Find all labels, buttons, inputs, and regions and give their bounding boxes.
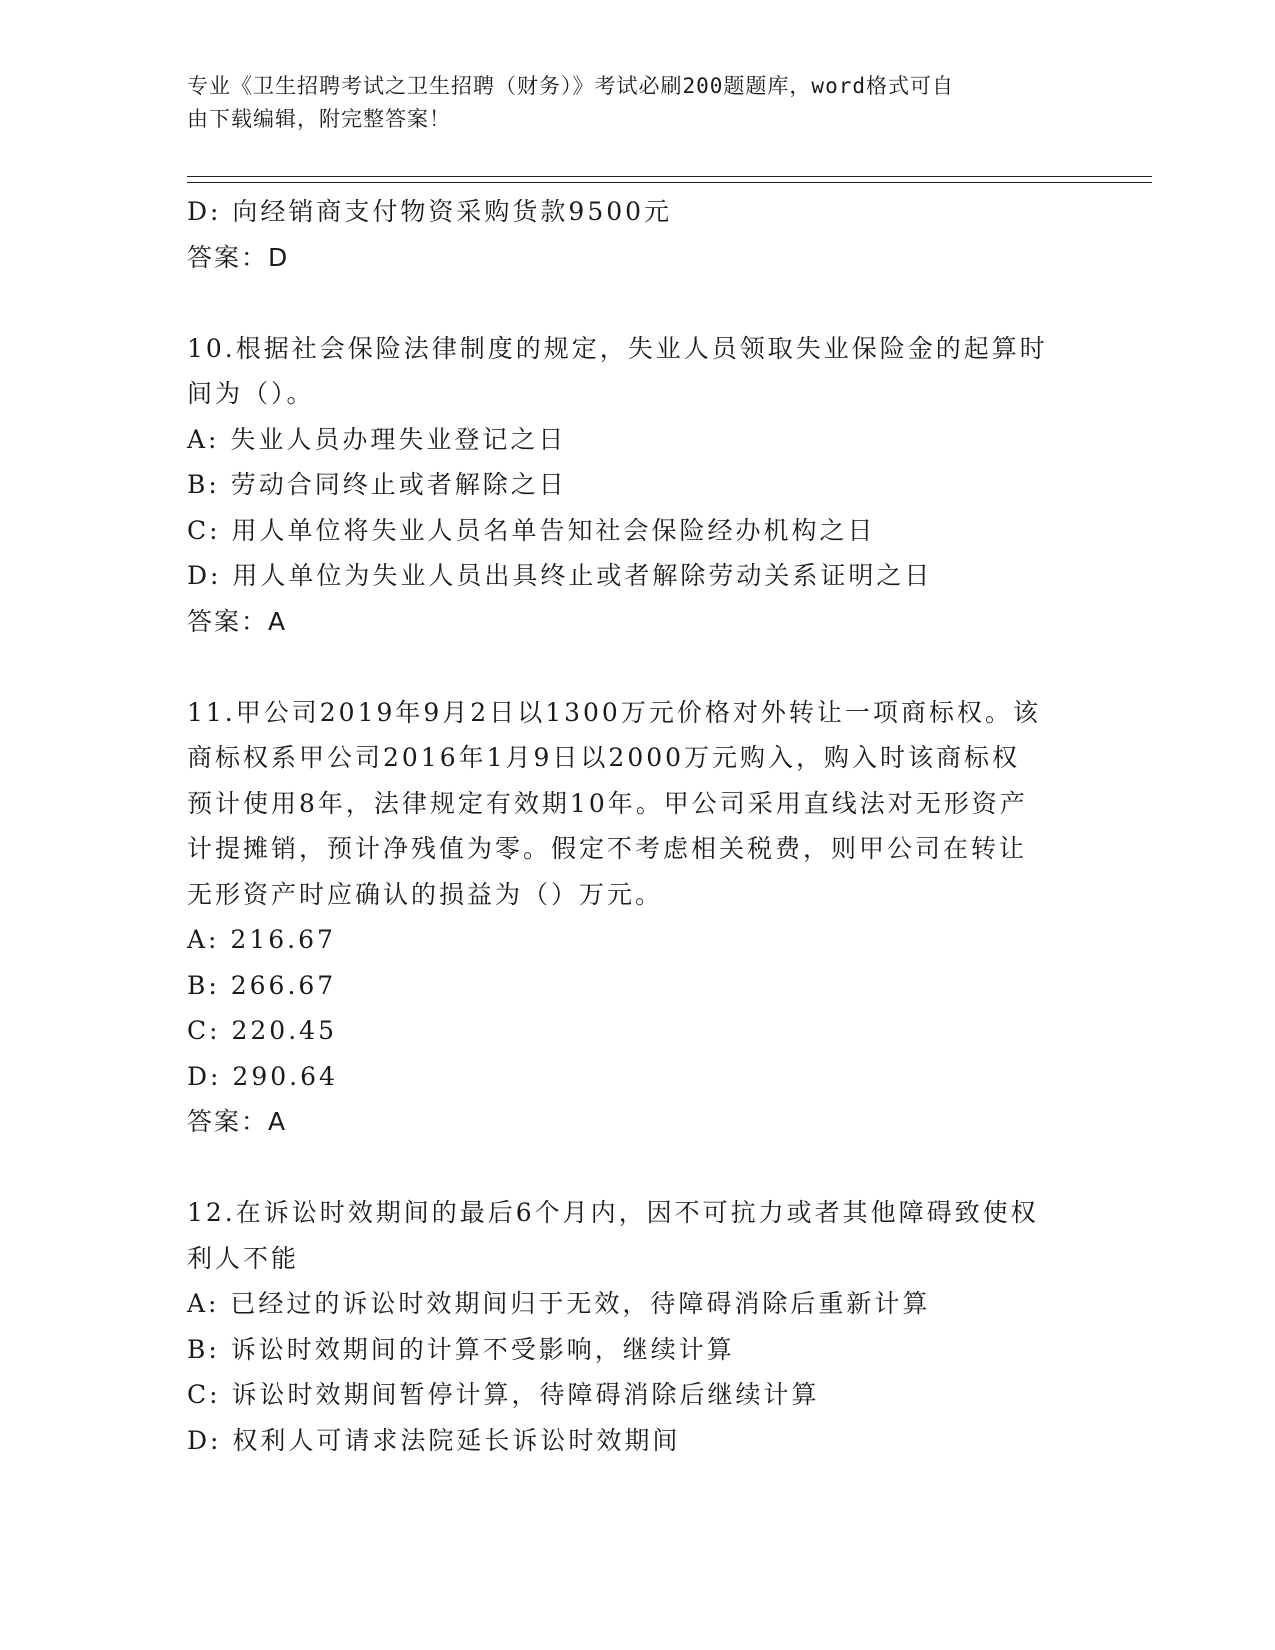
option-b: B: 诉讼时效期间的计算不受影响，继续计算 — [187, 1334, 735, 1364]
header-rule-top — [187, 176, 1152, 177]
option-c: C: 220.45 — [187, 1016, 337, 1045]
question-stem-line: 预计使用8年，法律规定有效期10年。甲公司采用直线法对无形资产 — [187, 788, 1028, 818]
option-c: C: 用人单位将失业人员名单告知社会保险经办机构之日 — [187, 515, 876, 545]
question-stem-line: 11.甲公司2019年9月2日以1300万元价格对外转让一项商标权。该 — [187, 697, 1041, 727]
header-title-line-1: 专业《卫生招聘考试之卫生招聘（财务）》考试必刷200题题库，word格式可自 — [187, 74, 954, 98]
option-b: B: 劳动合同终止或者解除之日 — [187, 470, 567, 499]
question-stem-line: 10.根据社会保险法律制度的规定，失业人员领取失业保险金的起算时 — [187, 333, 1048, 363]
question-11 — [187, 690, 1087, 1145]
question-spacer — [187, 644, 1087, 690]
question-spacer — [187, 1145, 1087, 1191]
option-d: D: 用人单位为失业人员出具终止或者解除劳动关系证明之日 — [187, 561, 933, 590]
question-10 — [187, 326, 1087, 645]
question-stem-line: 计提摊销，预计净残值为零。假定不考虑相关税费，则甲公司在转让 — [187, 834, 1028, 863]
question-spacer — [187, 280, 1087, 326]
question-content — [187, 189, 1087, 1463]
answer-label: 答案：A — [187, 1107, 288, 1136]
question-stem-line: 12.在诉讼时效期间的最后6个月内，因不可抗力或者其他障碍致使权 — [187, 1198, 1039, 1227]
question-stem-line: 间为（）。 — [187, 379, 315, 408]
question-stem-line: 无形资产时应确认的损益为（）万元。 — [187, 879, 664, 909]
option-d: D: 权利人可请求法院延长诉讼时效期间 — [187, 1425, 681, 1455]
answer-label: 答案：D — [187, 242, 290, 272]
option-b: B: 266.67 — [187, 970, 337, 1000]
previous-question — [187, 189, 1087, 280]
document-header — [187, 70, 1067, 136]
question-12 — [187, 1190, 1087, 1463]
question-stem-line: 商标权系甲公司2016年1月9日以2000万元购入，购入时该商标权 — [187, 743, 1021, 772]
option-c: C: 诉讼时效期间暂停计算，待障碍消除后继续计算 — [187, 1380, 820, 1409]
option-a: A: 216.67 — [187, 925, 336, 954]
question-stem-line: 利人不能 — [187, 1243, 300, 1273]
header-rule-bottom — [187, 182, 1152, 183]
answer-label: 答案：A — [187, 606, 288, 636]
option-a: A: 失业人员办理失业登记之日 — [187, 424, 567, 454]
option-d: D: 向经销商支付物资采购货款9500元 — [187, 197, 673, 226]
header-title-line-2: 由下载编辑，附完整答案！ — [187, 107, 451, 131]
option-d: D: 290.64 — [187, 1061, 338, 1091]
option-a: A: 已经过的诉讼时效期间归于无效，待障碍消除后重新计算 — [187, 1289, 931, 1318]
